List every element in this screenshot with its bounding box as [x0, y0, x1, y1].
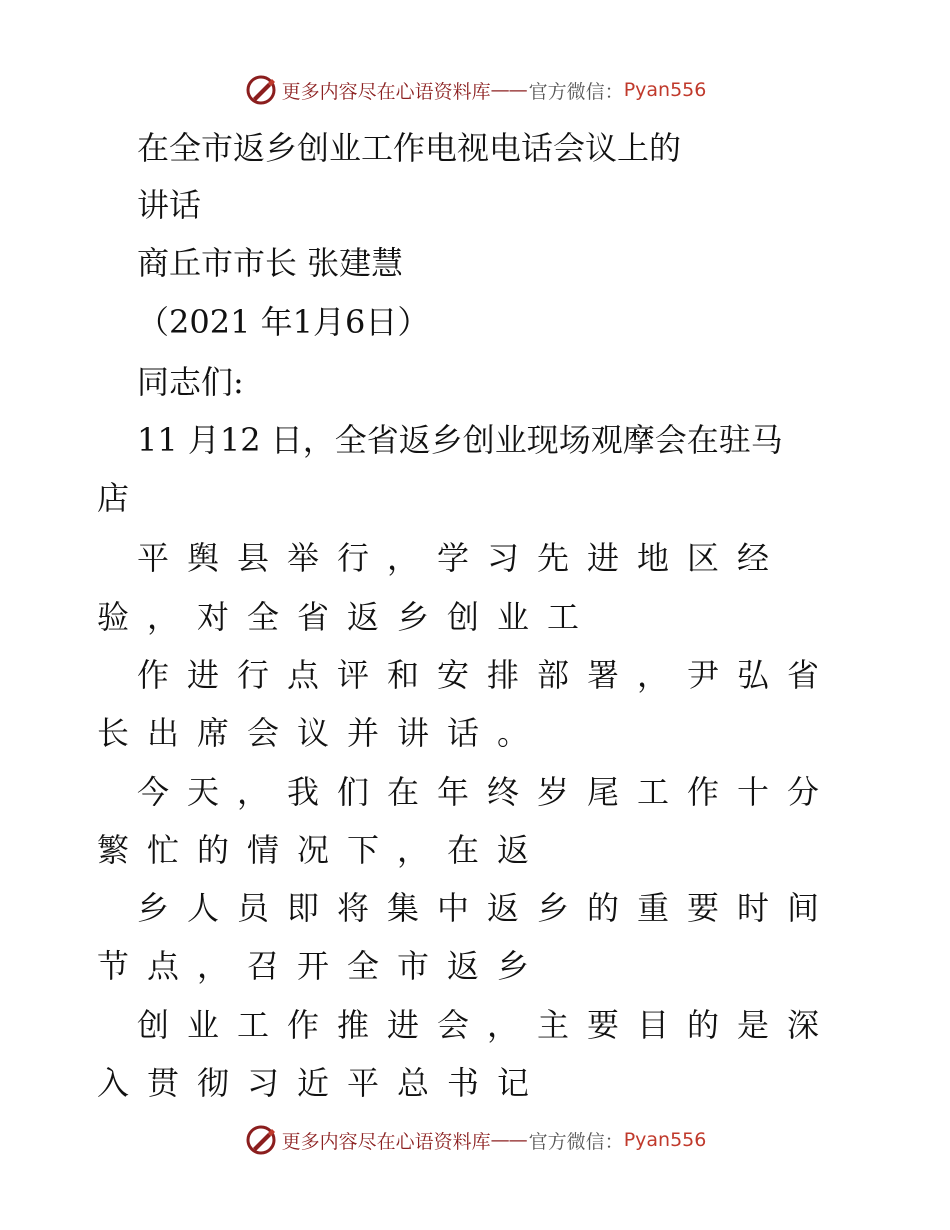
doc-title-line-1: 在全市返乡创业工作电视电话会议上的: [137, 129, 682, 167]
body-line: 长出席会议并讲话。: [97, 714, 548, 752]
body-line: 验，对全省返乡创业工: [97, 598, 598, 636]
banner-separator: ——: [490, 79, 527, 101]
banner-wechat-id: Pyan556: [623, 79, 707, 101]
body-line: 平舆县举行，学习先进地区经: [137, 539, 788, 577]
body-line: 乡人员即将集中返乡的重要时间: [137, 889, 838, 927]
body-line: 节点，召开全市返乡: [97, 947, 548, 985]
body-line: 创业工作推进会，主要目的是深: [137, 1006, 838, 1044]
footer-watermark-banner: [0, 1120, 950, 1160]
doc-title-line-2: 讲话: [137, 186, 202, 224]
banner-wechat-label: 官方微信：: [528, 1130, 624, 1153]
banner-text: 更多内容尽在心语资料库: [281, 80, 491, 103]
body-line: 店: [97, 479, 130, 517]
pen-logo-icon: [244, 1123, 278, 1157]
doc-date: （2021 年1月6日）: [137, 303, 430, 341]
pen-logo-icon: [244, 73, 278, 107]
banner-wechat-id: Pyan556: [623, 1129, 707, 1151]
banner-separator: ——: [490, 1129, 527, 1151]
banner-text: 更多内容尽在心语资料库: [281, 1130, 491, 1153]
header-watermark-banner: [0, 70, 950, 110]
body-line: 入贯彻习近平总书记: [97, 1064, 548, 1102]
body-line: 作进行点评和安排部署，尹弘省: [137, 656, 838, 694]
doc-author: 商丘市市长 张建慧: [137, 244, 404, 282]
body-line: 今天，我们在年终岁尾工作十分: [137, 773, 838, 811]
doc-salutation: 同志们:: [137, 363, 244, 401]
body-line: 11 月12 日，全省返乡创业现场观摩会在驻马: [137, 421, 783, 459]
body-line: 繁忙的情况下，在返: [97, 831, 548, 869]
banner-wechat-label: 官方微信：: [528, 80, 624, 103]
